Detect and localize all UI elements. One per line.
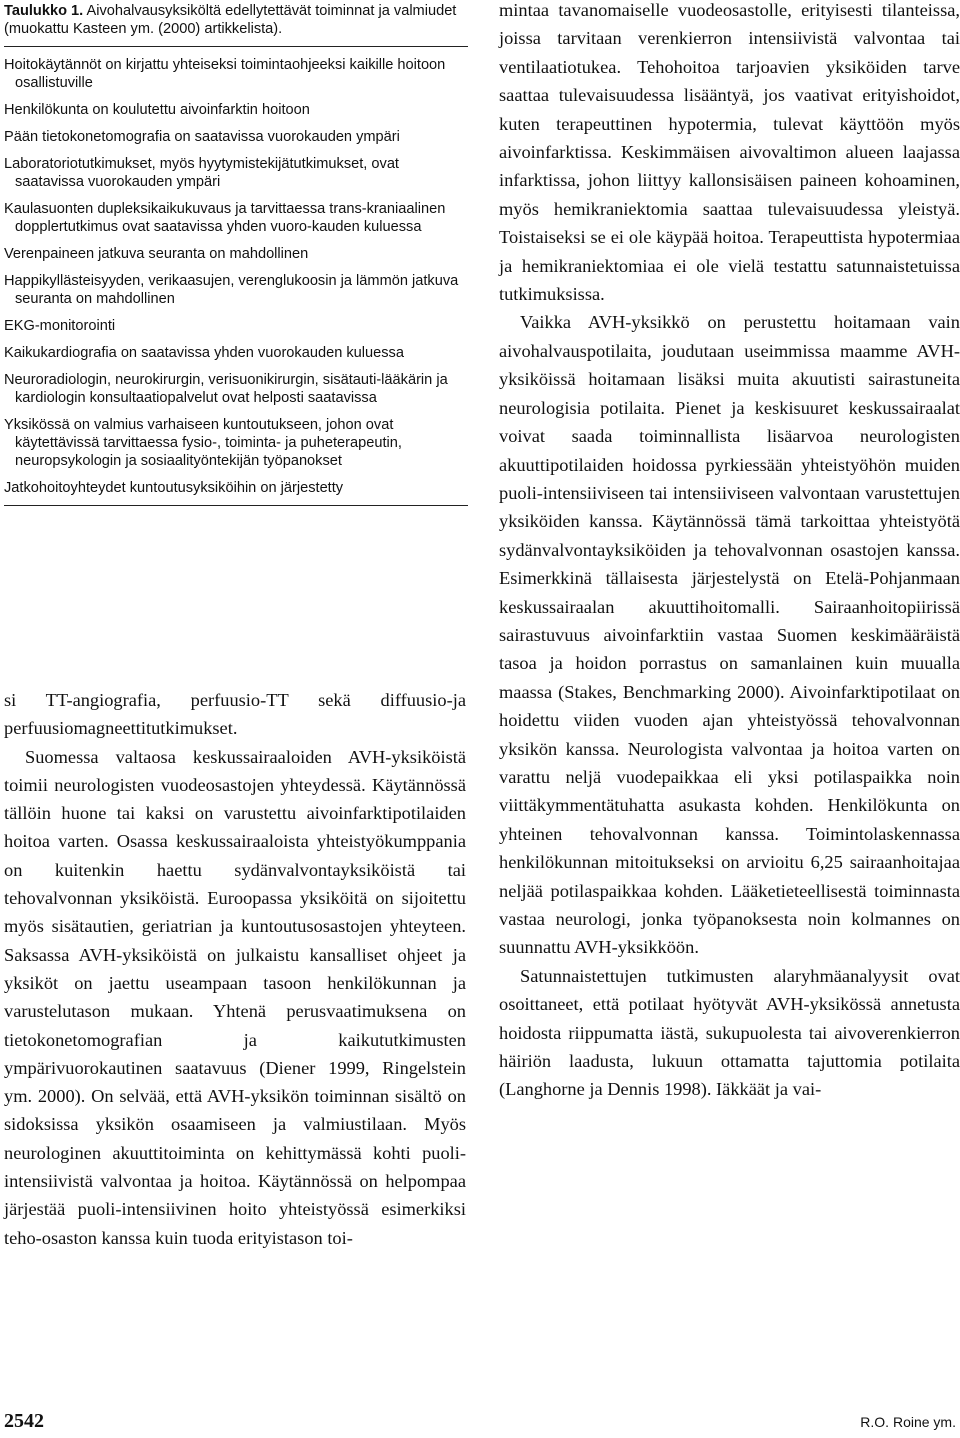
- table-row: Kaulasuonten dupleksikaikukuvaus ja tarvittaessa trans-kraniaalinen dopplertutkimus ovat saatavissa yhden vuoro-kauden kuluessa: [4, 201, 446, 235]
- page-number: 2542: [4, 1410, 44, 1432]
- paragraph: Satunnaistettujen tutkimusten alaryhmäanalyysit ovat osoittaneet, että potilaat hyötyvät AVH-yksikössä annetusta hoidosta riippumatta iästä, sukupuolesta tai aivoverenkierron häiriön laadusta, lukuun ottamatta tajuttomia potilaita (Langhorne ja Dennis 1998). Iäkkäät ja vai-: [499, 965, 960, 1100]
- paragraph: mintaa tavanomaiselle vuodeosastolle, erityisesti tilanteissa, joissa tarvitaan verenkierron intensiivistä valvontaa tai ventilaatiotukea. Tehohoitoa tarjoavien yksiköiden tarve saattaa tulevaisuudessa lisääntyä, jos vaativat erityishoidot, kuten terapeuttinen hypotermia, tulevat käyttöön myös aivoinfarktissa. Keskimmäisen aivovaltimon alueen laajassa infarktissa, johon liittyy kallonsisäisen paineen kohoaminen, myös hemikraniektomia saattaa tulevaisuudessa yleistyä. Toistaiseksi se ei ole käypää hoitoa. Terapeuttista hypotermiaa ja hemikraniektomiaa ei ole vielä testattu satunnaistetuissa tutkimuksissa.: [499, 0, 960, 305]
- table-row: Yksikössä on valmius varhaiseen kuntoutukseen, johon ovat käytettävissä tarvittaessa fysio-, toiminta- ja puheterapeutin, neuropsykologin ja sosiaalityöntekijän työpanokset: [4, 417, 402, 469]
- table-row: EKG-monitorointi: [4, 318, 116, 334]
- table-row: Pään tietokonetomografia on saatavissa vuorokauden ympäri: [4, 129, 400, 145]
- table-rows: [4, 47, 468, 506]
- paragraph: si TT-angiografia, perfuusio-TT sekä diffuusio-ja perfuusiomagneettitutkimukset.: [4, 690, 466, 739]
- table-row: Happikyllästeisyyden, verikaasujen, verenglukoosin ja lämmön jatkuva seuranta on mahdollinen: [4, 273, 459, 307]
- table-row: Hoitokäytännöt on kirjattu yhteiseksi toimintaohjeeksi kaikille hoitoon osallistuville: [4, 57, 446, 91]
- table-caption-text: Aivohalvausyksiköltä edellytettävät toiminnat ja valmiudet (muokattu Kasteen ym. (2000) artikkelista).: [4, 3, 457, 37]
- right-column-text: [499, 0, 960, 1104]
- table-row: Kaikukardiografia on saatavissa yhden vuorokauden kuluessa: [4, 345, 404, 361]
- paragraph: Suomessa valtaosa keskussairaaloiden AVH-yksiköistä toimii neurologisten vuodeosastojen yhteydessä. Käytännössä tällöin huone tai kaksi on varustettu aivoinfarktipotilaiden hoitoa varten. Osassa keskussairaaloista yhteistyökumppania on kuitenkin haettu sydänvalvontayksiköistä tai tehovalvonnan yksiköistä. Euroopassa yksiköitä on sijoitettu myös sisätautien, geriatrian ja kuntoutusosastojen yhteyteen. Saksassa AVH-yksiköistä on julkaistu kansalliset ohjeet ja yksiköt on jaettu useampaan tasoon henkilökunnan ja varustelutason mukaan. Yhtenä perusvaatimuksena on tietokonetomografian ja kaikututkimusten ympärivuorokautinen saatavuus (Diener 1999, Ringelstein ym. 2000). On selvää, että AVH-yksikön toiminnan sisältö on sidoksissa yksikön osaamiseen ja valmiustilaan. Myös neurologinen akuuttitoiminta on kehittymässä kohti puoli-intensiivistä valvontaa ja hoitoa. Käytännössä on helpompaa järjestää puoli-intensiivinen hoito yhteistyössä esimerkiksi teho-osaston kanssa kuin tuoda erityistason toi-: [4, 746, 466, 1248]
- paragraph: Vaikka AVH-yksikkö on perustettu hoitamaan vain aivohalvauspotilaita, joudutaan useimmissa maamme AVH-yksiköissä hoitamaan lisäksi muita akuutisti sairastuneita neurologisia potilaita. Pienet ja keskisuuret keskussairaalat voivat saada toiminnallista lisäarvoa neurologisten akuuttipotilaiden hoidossa pyrkiessään yhteistyöhön muiden puoli-intensiiviseen tai intensiiviseen valvontaan varustettujen yksiköiden kanssa. Käytännössä tämä tarkoittaa yhteistyötä sydänvalvontayksiköiden ja tehovalvonnan osastojen kanssa. Esimerkkinä tällaisesta järjestelystä on Etelä-Pohjanmaan keskussairaalan akuuttihoitomalli. Sairaanhoitopiirissä sairastuvuus aivoinfarktiin vastaa Suomen keskimääräistä tasoa ja hoidon porrastus on samanlainen kuin muualla maassa (Stakes, Benchmarking 2000). Aivoinfarktipotilaat on hoidettu viiden vuoden ajan yhteistyössä tehovalvonnan yksikön kanssa. Neurologista valvontaa ja hoitoa varten on varattu neljä vuodepaikkaa eli yksi potilaspaikka noin viittäkymmentätuhatta asukasta kohden. Henkilökunta on yhteinen tehovalvonnan kanssa. Toimintolaskennassa henkilökunnan mitoitukseksi on arvioitu 6,25 sairaanhoitajaa neljää potilaspaikkaa kohden. Lääketieteellisestä toiminnasta vastaa neurologi, jonka työpanoksesta noin kolmannes on suunnattu AVH-yksikköön.: [499, 312, 960, 958]
- table-row: Neuroradiologin, neurokirurgin, verisuonikirurgin, sisätauti-lääkärin ja kardiologin konsultaatiopalvelut ovat helposti saatavissa: [4, 372, 448, 406]
- table-1: [4, 0, 468, 506]
- table-row: Verenpaineen jatkuva seuranta on mahdollinen: [4, 246, 309, 262]
- running-author: R.O. Roine ym.: [860, 1414, 956, 1430]
- left-column-text: [4, 686, 466, 1252]
- table-row: Laboratoriotutkimukset, myös hyytymistekijätutkimukset, ovat saatavissa vuorokauden ympäri: [4, 156, 399, 190]
- table-row: Henkilökunta on koulutettu aivoinfarktin hoitoon: [4, 102, 310, 118]
- table-caption: [4, 0, 468, 47]
- table-row: Jatkohoitoyhteydet kuntoutusyksiköihin on järjestetty: [4, 480, 344, 496]
- table-label: Taulukko 1.: [4, 3, 84, 19]
